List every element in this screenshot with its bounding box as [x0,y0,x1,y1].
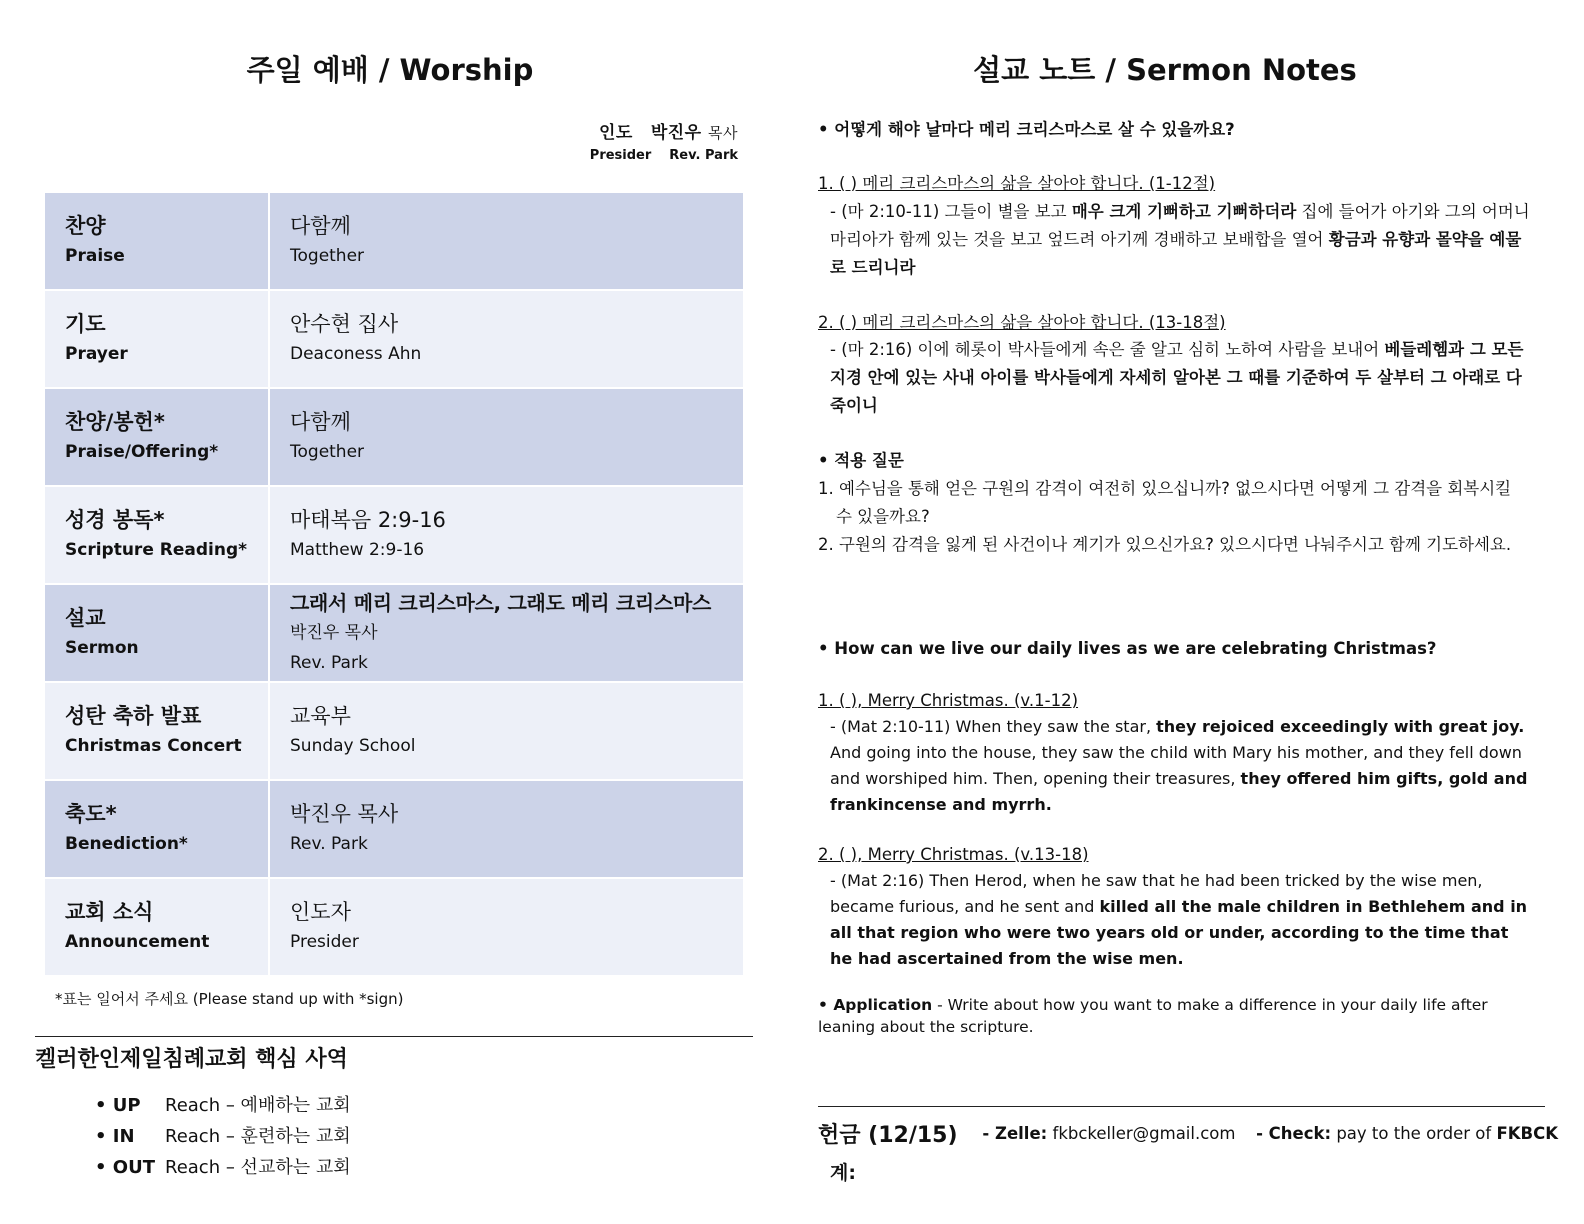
worship-item-cell [45,389,268,485]
worship-item-cell [45,683,268,779]
leader-ko: 박진우 목사 [290,802,399,826]
verse-text: And going into the house, they saw the child with Mary his mother, and they fell down and worshiped him. Then, opening their treasures, [830,743,1522,788]
leader-cell [270,585,743,681]
ministry-key: • OUT [95,1152,165,1183]
sermon-notes-title: 설교 노트 / Sermon Notes [973,53,1357,87]
worship-item-ko: 설교 [65,606,106,630]
check-info [1256,1124,1558,1143]
zelle-label: - Zelle: [982,1123,1048,1143]
presider-english [590,148,738,163]
offering-row [818,1116,1558,1150]
stand-up-note: *표는 일어서 주세요 (Please stand up with *sign) [55,990,404,1008]
worship-item-ko: 찬양 [65,214,106,238]
verse-emphasis: killed all the male children in Bethlehem and in all that region who were two years old or under, according to the time that he had ascertained from the wise men. [830,897,1528,968]
verse-text: 이에 헤롯이 박사들에게 속은 줄 알고 심히 노하여 사람을 보내어 [912,340,1385,359]
worship-item-cell [45,585,268,681]
worship-item-ko: 성탄 축하 발표 [65,704,202,728]
worship-item-en: Christmas Concert [65,736,242,756]
leader-cell [270,781,743,877]
total-label: 계: [830,1162,856,1184]
verse-1-ko [830,198,1530,282]
point-2-ko: 2. ( ) 메리 크리스마스의 삶을 살아야 합니다. (13-18절) [818,313,1226,332]
worship-item-ko: 성경 봉독* [65,508,165,532]
application-q1b-ko: 수 있을까요? [836,507,930,526]
application-label: Application [833,996,933,1014]
worship-item-en: Sermon [65,638,139,658]
point-1-en: 1. ( ), Merry Christmas. (v.1-12) [818,691,1079,710]
verse-2-en [830,868,1530,972]
application-q1-ko: 1. 예수님을 통해 얻은 구원의 감격이 여전히 있으십니까? 없으시다면 어떻게 그 감격을 회복시킬 [818,479,1512,498]
list-item [95,1090,351,1121]
point-2-en: 2. ( ), Merry Christmas. (v.13-18) [818,845,1089,864]
leader-ko: 교육부 [290,704,351,728]
verse-emphasis: they rejoiced exceedingly with great joy. [1156,717,1525,736]
leader-en: Together [290,442,365,462]
ministry-text: Reach – 선교하는 교회 [165,1157,351,1178]
list-item [95,1152,351,1183]
leader-ko: 인도자 [290,900,351,924]
verse-emphasis: 황금과 유향과 몰약을 예물로 드리니라 [830,230,1522,277]
verse-text: 집에 들어가 아기와 그의 어머니 마리아가 함께 있는 것을 보고 엎드려 아기께 경배하고 보배합을 열어 [830,202,1530,249]
divider [35,1036,753,1037]
worship-item-cell [45,879,268,975]
worship-title: 주일 예배 / Worship [246,53,534,87]
table-row [45,389,743,485]
worship-item-en: Announcement [65,932,210,952]
table-row [45,585,743,681]
verse-1-en [830,714,1530,818]
leader-en: Rev. Park [290,653,368,673]
list-item [95,1121,351,1152]
divider [818,1106,1545,1107]
leader-ko: 다함께 [290,214,351,238]
worship-item-en: Prayer [65,344,128,364]
leader-cell [270,487,743,583]
verse-emphasis: they offered him gifts, gold and frankincense and myrrh. [830,769,1528,814]
verse-emphasis: 베들레헴과 그 모든 지경 안에 있는 사내 아이를 박사들에게 자세히 알아본 그 때를 기준하여 두 살부터 그 아래로 다 죽이니 [830,340,1524,415]
ministry-title: 켈러한인제일침례교회 핵심 사역 [35,1047,348,1072]
presider-label-ko: 인도 [598,123,633,143]
zelle-info [982,1124,1256,1143]
ministry-list [95,1090,351,1183]
verse-ref: - (Mat 2:16) [830,871,925,890]
table-row [45,291,743,387]
table-row [45,781,743,877]
presider-korean [599,118,738,143]
sermon-title: 그래서 메리 크리스마스, 그래도 메리 크리스마스 [290,591,712,615]
check-text: pay to the order of [1331,1123,1497,1143]
leader-ko: 다함께 [290,410,351,434]
application-title-ko: • 적용 질문 [818,447,904,475]
leader-cell [270,683,743,779]
verse-emphasis: 매우 크게 기뻐하고 기뻐하더라 [1071,202,1297,221]
check-label: - Check: [1256,1123,1332,1143]
main-question-en: • How can we live our daily lives as we are celebrating Christmas? [818,635,1436,663]
worship-item-cell [45,291,268,387]
application-en [818,994,1530,1038]
presider-name-ko: 박진우 [650,123,702,143]
leader-ko: 안수현 집사 [290,312,399,336]
worship-item-cell [45,781,268,877]
worship-item-cell [45,487,268,583]
ministry-text: Reach – 예배하는 교회 [165,1095,351,1116]
worship-item-en: Benediction* [65,834,188,854]
zelle-email: fkbckeller@gmail.com [1047,1123,1236,1143]
worship-item-en: Praise/Offering* [65,442,219,462]
verse-text: When they saw the star, [950,717,1157,736]
worship-item-en: Scripture Reading* [65,540,248,560]
verse-ref: - (마 2:16) [830,340,913,359]
leader-cell [270,389,743,485]
table-row [45,193,743,289]
leader-en: Presider [290,932,359,952]
leader-cell [270,291,743,387]
ministry-key: • UP [95,1090,165,1121]
worship-item-ko: 찬양/봉헌* [65,410,165,434]
order-of-worship-table [45,193,743,977]
leader-ko: 마태복음 2:9-16 [290,508,446,532]
verse-ref: - (마 2:10-11) [830,202,940,221]
worship-item-ko: 축도* [65,802,117,826]
verse-text: 그들이 별을 보고 [939,202,1072,221]
presider-label-en: Presider [589,148,652,163]
verse-text: Then Herod, when he saw that he had been tricked by the wise men, became furious, and he sent and [830,871,1483,916]
worship-item-ko: 교회 소식 [65,900,154,924]
verse-ref: - (Mat 2:10-11) [830,717,951,736]
application-q2-ko: 2. 구원의 감격을 잃게 된 사건이나 계기가 있으신가요? 있으시다면 나눠주시고 함께 기도하세요. [818,535,1512,554]
table-row [45,683,743,779]
table-row [45,879,743,975]
presider-title-ko: 목사 [708,124,738,142]
leader-cell [270,879,743,975]
table-row [45,487,743,583]
offering-label: 헌금 (12/15) [818,1122,958,1148]
ministry-text: Reach – 훈련하는 교회 [165,1126,351,1147]
leader-en: Together [290,246,365,266]
leader-en: Deaconess Ahn [290,344,422,364]
leader-en: Rev. Park [290,834,368,854]
leader-cell [270,193,743,289]
main-question-ko: • 어떻게 해야 날마다 메리 크리스마스로 살 수 있을까요? [818,116,1235,144]
leader-en: Matthew 2:9-16 [290,540,425,560]
worship-item-ko: 기도 [65,312,106,336]
worship-item-cell [45,193,268,289]
check-payee: FKBCK [1496,1123,1558,1143]
presider-name-en: Rev. Park [669,148,738,163]
point-1-ko: 1. ( ) 메리 크리스마스의 삶을 살아야 합니다. (1-12절) [818,174,1216,193]
application-text: - Write about how you want to make a difference in your daily life after leaning about the scripture. [818,996,1488,1036]
ministry-key: • IN [95,1121,165,1152]
worship-item-en: Praise [65,246,125,266]
leader-en: Sunday School [290,736,416,756]
leader-ko: 박진우 목사 [290,623,378,643]
verse-2-ko [830,336,1530,420]
